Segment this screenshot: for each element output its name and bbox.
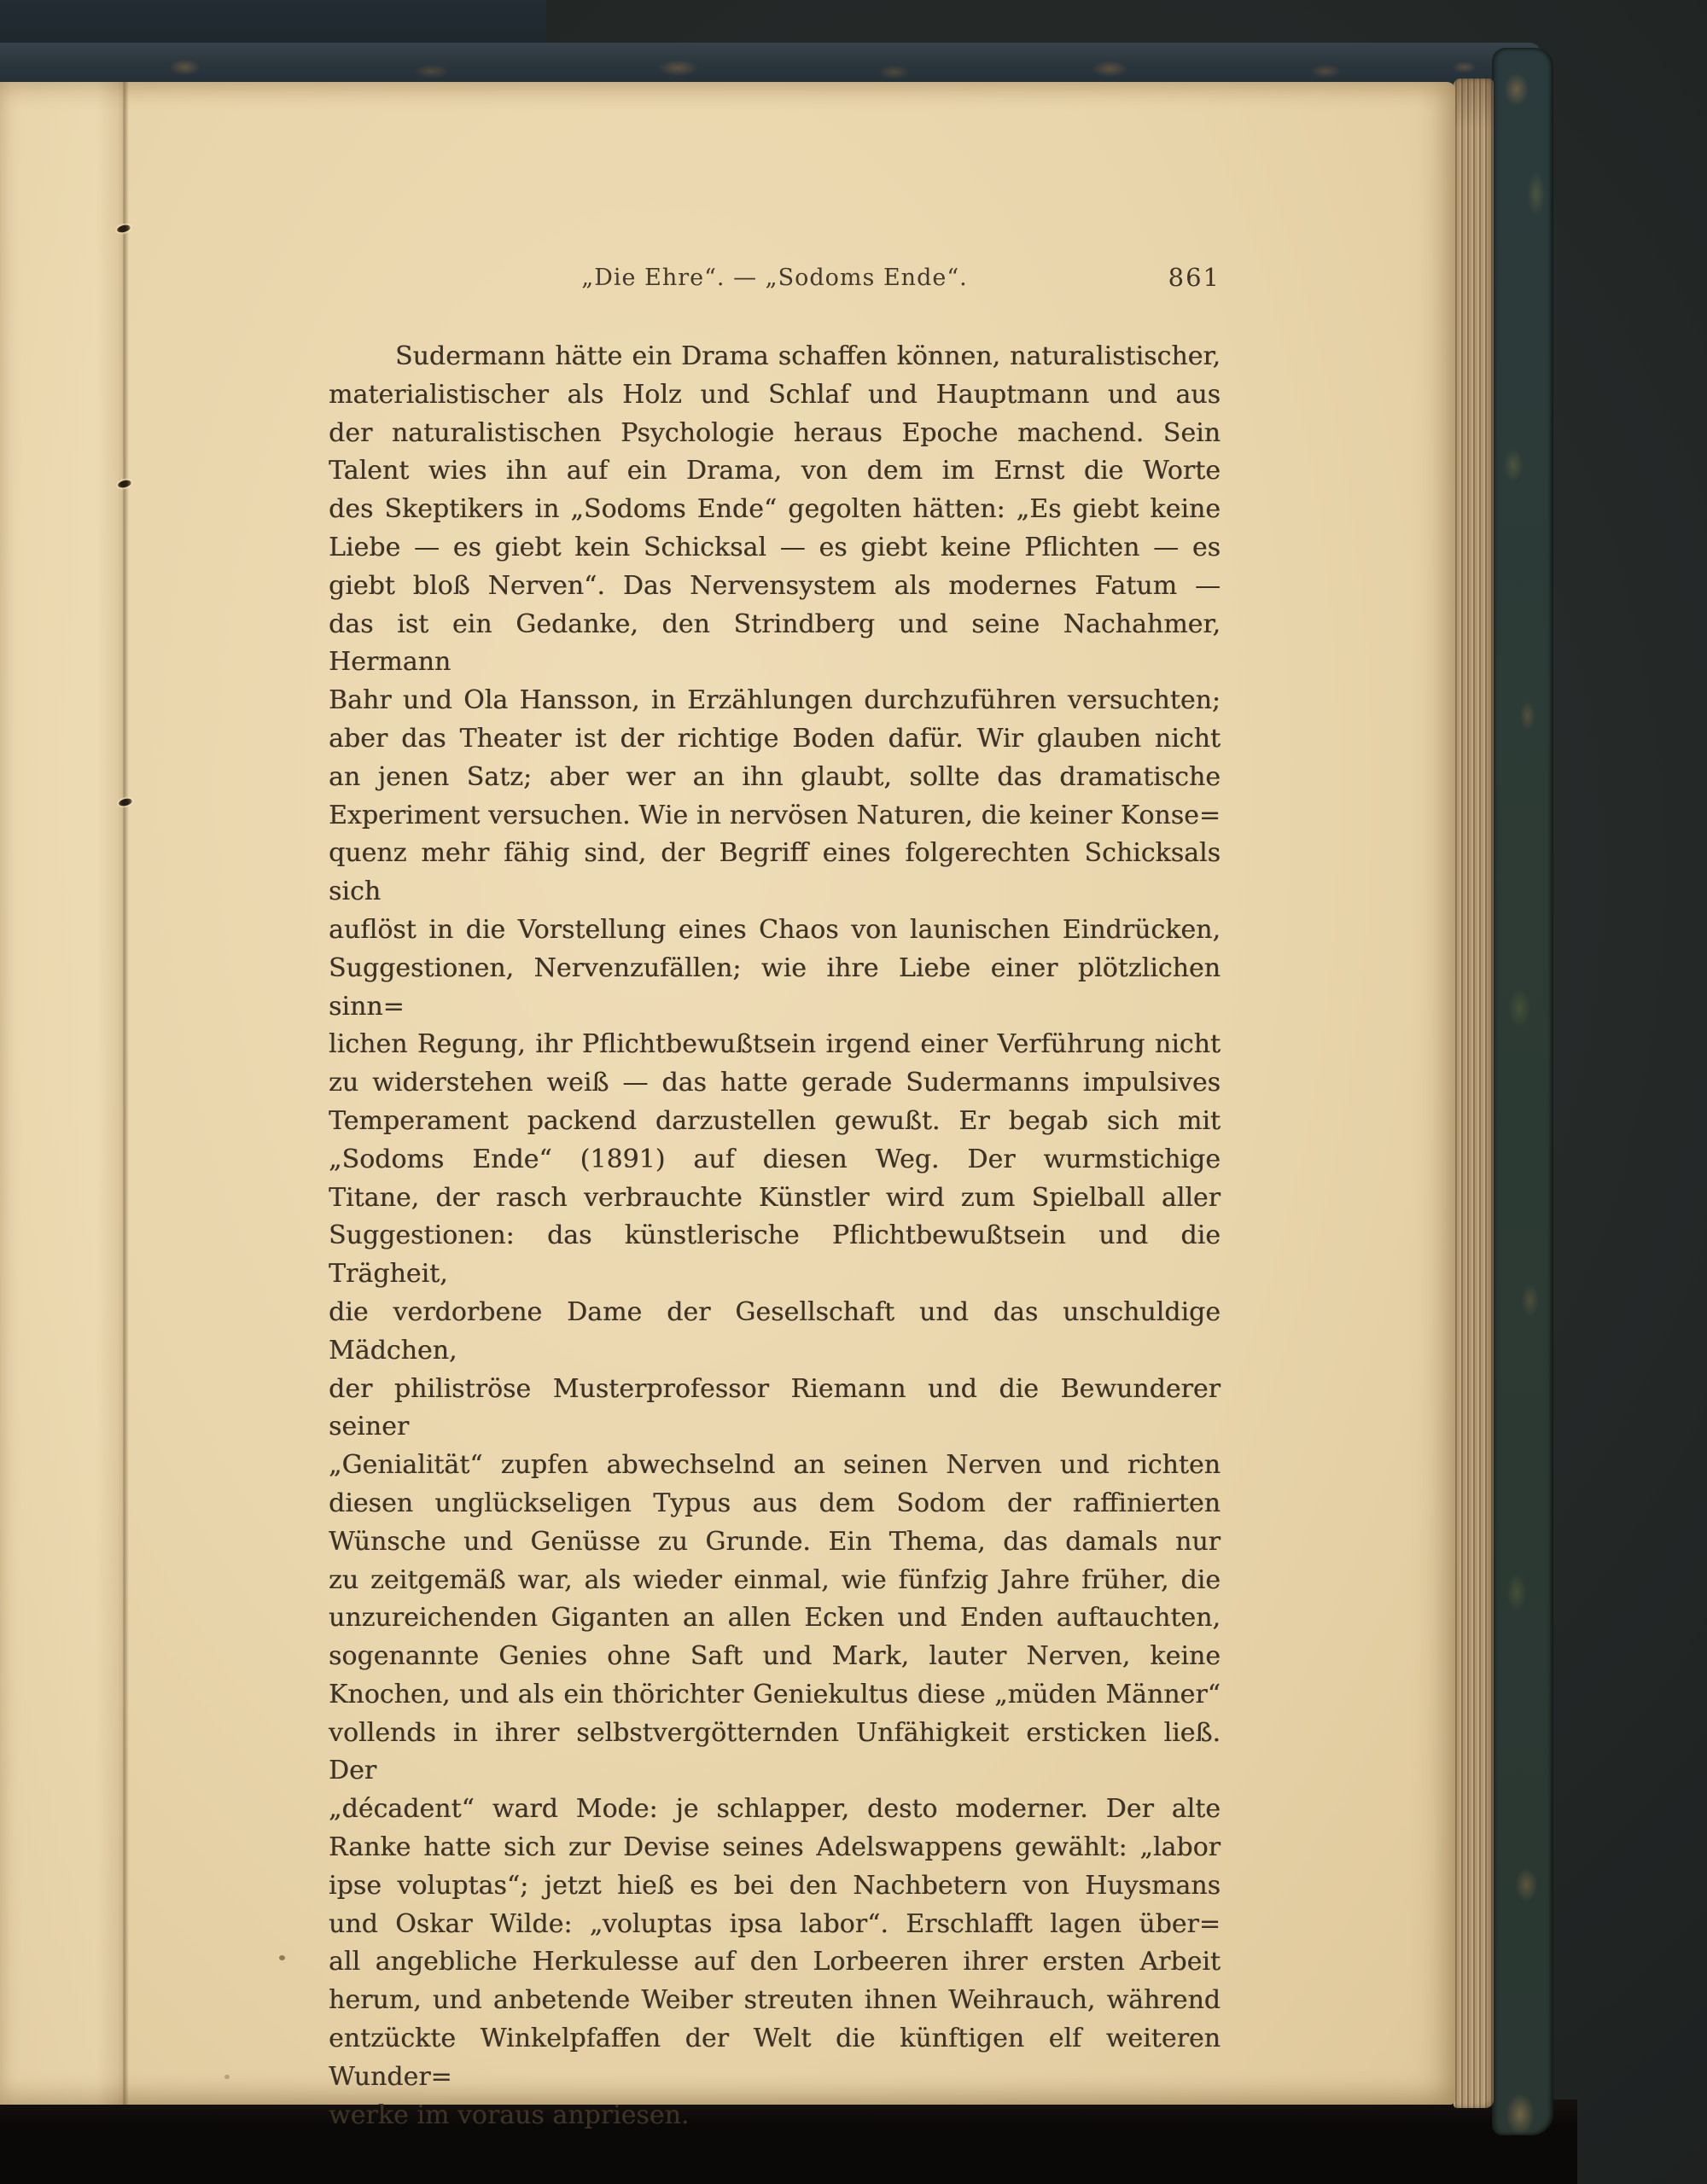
text-line: ipse voluptas“; jetzt hieß es bei den Nachbetern von Huysmans bbox=[329, 1870, 1221, 1901]
text-line: Bahr und Ola Hansson, in Erzählungen durchzuführen versuchten; bbox=[329, 685, 1221, 716]
text-line: Temperament packend darzustellen gewußt. Er begab sich mit bbox=[329, 1105, 1221, 1136]
text-line: Sudermann hätte ein Drama schaffen können, naturalistischer, bbox=[395, 341, 1221, 371]
running-header bbox=[329, 265, 1221, 299]
text-line: aber das Theater ist der richtige Boden dafür. Wir glauben nicht bbox=[329, 723, 1221, 754]
text-line: quenz mehr fähig sind, der Begriff eines folgerechten Schicksals sich bbox=[329, 838, 1221, 907]
text-line: lichen Regung, ihr Pflichtbewußtsein irgend einer Verführung nicht bbox=[329, 1029, 1221, 1060]
book-cover-right-edge bbox=[1492, 48, 1553, 2135]
text-line: materialistischer als Holz und Schlaf und Hauptmann und aus bbox=[329, 379, 1221, 410]
text-line: „Genialität“ zupfen abwechselnd an seinen Nerven und richten bbox=[329, 1450, 1221, 1481]
text-line: entzückte Winkelpfaffen der Welt die künftigen elf weiteren Wunder= bbox=[329, 2024, 1221, 2092]
text-line: das ist ein Gedanke, den Strindberg und seine Nachahmer, Hermann bbox=[329, 609, 1221, 678]
page-number: 861 bbox=[1168, 263, 1221, 292]
text-line: und Oskar Wilde: „voluptas ipsa labor“. Erschlafft lagen über= bbox=[329, 1908, 1221, 1939]
text-line: Liebe — es giebt kein Schicksal — es giebt keine Pflichten — es bbox=[329, 532, 1221, 562]
gutter-crease bbox=[119, 82, 129, 2105]
text-line: „décadent“ ward Mode: je schlapper, desto moderner. Der alte bbox=[329, 1794, 1221, 1825]
gutter-margin bbox=[0, 82, 120, 2105]
text-line: giebt bloß Nerven“. Das Nervensystem als modernes Fatum — bbox=[329, 570, 1221, 601]
text-line: Wünsche und Genüsse zu Grunde. Ein Thema, das damals nur bbox=[329, 1526, 1221, 1557]
text-line: des Skeptikers in „Sodoms Ende“ gegolten hätten: „Es giebt keine bbox=[329, 494, 1221, 525]
body-text bbox=[329, 338, 1221, 2134]
text-line: „Sodoms Ende“ (1891) auf diesen Weg. Der wurmstichige bbox=[329, 1144, 1221, 1174]
text-line: herum, und anbetende Weiber streuten ihnen Weihrauch, während bbox=[329, 1985, 1221, 2016]
text-line: Titane, der rasch verbrauchte Künstler wird zum Spielball aller bbox=[329, 1182, 1221, 1213]
text-line: werke im voraus anpriesen. bbox=[329, 2100, 690, 2130]
text-line: diesen unglückseligen Typus aus dem Sodom der raffinierten bbox=[329, 1488, 1221, 1518]
text-line: die verdorbene Dame der Gesellschaft und das unschuldige Mädchen, bbox=[329, 1296, 1221, 1366]
text-line: Ranke hatte sich zur Devise seines Adelswappens gewählt: „labor bbox=[329, 1832, 1221, 1863]
text-line: zu widerstehen weiß — das hatte gerade Sudermanns impulsives bbox=[329, 1068, 1221, 1098]
text-line: zu zeitgemäß war, als wieder einmal, wie fünfzig Jahre früher, die bbox=[329, 1564, 1221, 1595]
text-line: all angebliche Herkulesse auf den Lorbeeren ihrer ersten Arbeit bbox=[329, 1947, 1221, 1977]
text-line: sogenannte Genies ohne Saft und Mark, lauter Nerven, keine bbox=[329, 1641, 1221, 1672]
text-line: vollends in ihrer selbstvergötternden Unfähigkeit ersticken ließ. Der bbox=[329, 1717, 1221, 1786]
paper-speck bbox=[224, 2075, 230, 2079]
text-line: auflöst in die Vorstellung eines Chaos von launischen Eindrücken, bbox=[329, 914, 1221, 945]
text-line: Experiment versuchen. Wie in nervösen Naturen, die keiner Konse= bbox=[329, 800, 1221, 830]
text-line: der philiströse Musterprofessor Riemann und die Bewunderer seiner bbox=[329, 1373, 1221, 1442]
page-edges-stack bbox=[1454, 79, 1494, 2108]
paper-speck bbox=[279, 1955, 285, 1960]
text-line: Suggestionen: das künstlerische Pflichtbewußtsein und die Trägheit, bbox=[329, 1220, 1221, 1290]
text-line: Knochen, und als ein thörichter Geniekultus diese „müden Männer“ bbox=[329, 1679, 1221, 1709]
book-cover-top-edge bbox=[0, 43, 1541, 86]
running-header-title: „Die Ehre“. — „Sodoms Ende“. bbox=[581, 265, 968, 291]
book-page bbox=[0, 82, 1455, 2130]
text-line: unzureichenden Giganten an allen Ecken und Enden auftauchten, bbox=[329, 1603, 1221, 1634]
text-line: Suggestionen, Nervenzufällen; wie ihre Liebe einer plötzlichen sinn= bbox=[329, 952, 1221, 1022]
text-line: Talent wies ihn auf ein Drama, von dem im Ernst die Worte bbox=[329, 456, 1221, 486]
text-line: der naturalistischen Psychologie heraus Epoche machend. Sein bbox=[329, 417, 1221, 448]
text-line: an jenen Satz; aber wer an ihn glaubt, sollte das dramatische bbox=[329, 761, 1221, 792]
